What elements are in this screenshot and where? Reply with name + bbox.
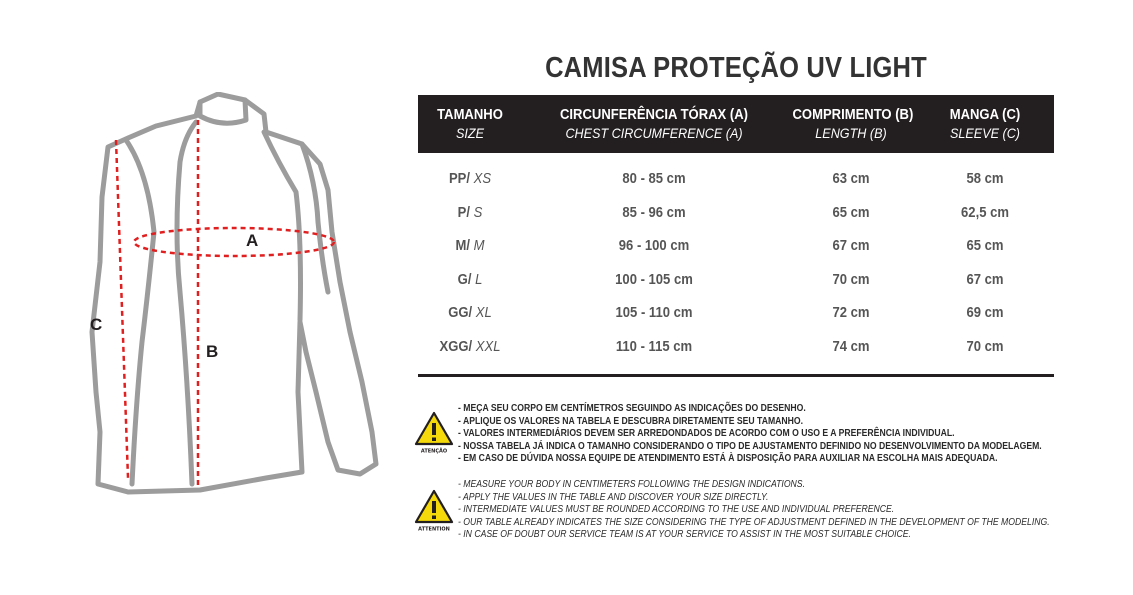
sleeve-cell: 58 cm: [966, 171, 1004, 187]
note-line: - MEASURE YOUR BODY IN CENTIMETERS FOLLOWING THE DESIGN INDICATIONS.: [458, 479, 805, 490]
warning-icon: [413, 410, 455, 456]
length-cell: 67 cm: [832, 238, 870, 255]
warning-icon: [413, 488, 455, 534]
note-line: - INTERMEDIATE VALUES MUST BE ROUNDED ACCORDING TO THE USE AND INDIVIDUAL PREFERENCE.: [458, 504, 895, 516]
sleeve-cell: 70 cm: [966, 338, 1004, 355]
size-pt: GG/: [448, 305, 473, 322]
note-line: - OUR TABLE ALREADY INDICATES THE SIZE CONSIDERING THE TYPE OF ADJUSTMENT DEFINED IN THE DEVELOPMENT OF THE MODELING.: [458, 516, 1050, 528]
chest-cell: 96 - 100 cm: [618, 238, 690, 255]
size-en: XXL: [472, 338, 501, 355]
size-cell: [423, 339, 517, 355]
chest-cell: 105 - 110 cm: [615, 305, 693, 322]
size-en: L: [471, 271, 483, 288]
size-pt: P/: [457, 204, 470, 221]
label-a: A: [246, 231, 259, 250]
header-size-en: SIZE: [455, 125, 485, 141]
table-row: [418, 196, 1054, 230]
table-row: [418, 162, 1054, 196]
size-en: S: [470, 204, 483, 221]
label-b: B: [206, 342, 219, 361]
header-chest-pt: CIRCUNFERÊNCIA TÓRAX (A): [559, 107, 749, 123]
sleeve-measure-line: [116, 140, 128, 478]
size-en: XS: [470, 171, 492, 187]
header-chest: [522, 106, 786, 142]
header-length-en: LENGTH (B): [815, 125, 887, 141]
note-line: - EM CASO DE DÚVIDA NOSSA EQUIPE DE ATENDIMENTO ESTÁ À DISPOSIÇÃO PARA AUXILIAR NA ESCOLHA MAIS ADEQUADA.: [458, 453, 998, 465]
shirt-collar: [200, 100, 246, 123]
length-cell: 65 cm: [832, 204, 870, 221]
warning-notes-pt: [458, 403, 1133, 466]
size-pt: PP/: [448, 171, 470, 187]
length-cell: 74 cm: [832, 338, 870, 355]
header-chest-en: CHEST CIRCUMFERENCE (A): [565, 125, 743, 141]
header-size: [418, 106, 522, 142]
front-raglan-seam: [177, 122, 196, 484]
left-sleeve-seam: [126, 140, 154, 484]
note-line: - IN CASE OF DOUBT OUR SERVICE TEAM IS AT YOUR SERVICE TO ASSIST IN THE MOST SUITABLE CHOICE.: [458, 529, 911, 541]
chest-cell: 110 - 115 cm: [615, 338, 693, 355]
note-line: - NOSSA TABELA JÁ INDICA O TAMANHO CONSIDERANDO O TIPO DE AJUSTAMENTO DEFINIDO NO DESENVOLVIMENTO DA MODELAGEM.: [458, 440, 1042, 452]
size-table-header: [418, 95, 1054, 153]
size-cell: [423, 305, 517, 321]
header-sleeve-en: SLEEVE (C): [949, 125, 1021, 141]
size-cell: [423, 238, 517, 254]
length-cell: 63 cm: [832, 171, 870, 187]
sleeve-cell: 65 cm: [966, 238, 1004, 255]
warning-label-pt: ATENÇÃO: [420, 448, 448, 455]
sleeve-cell: 62,5 cm: [961, 204, 1009, 221]
header-sleeve: [916, 106, 1054, 142]
right-sleeve-seam: [302, 144, 328, 292]
note-line: - VALORES INTERMEDIÁRIOS DEVEM SER ARREDONDADOS DE ACORDO COM O USO E A PREFERÊNCIA INDIVIDUAL.: [458, 428, 955, 440]
header-sleeve-pt: MANGA (C): [949, 107, 1021, 123]
chest-cell: 80 - 85 cm: [622, 171, 686, 187]
size-cell: [423, 272, 517, 288]
size-en: M: [470, 238, 485, 255]
size-pt: M/: [455, 238, 470, 255]
header-length: [786, 106, 916, 142]
label-c: C: [90, 315, 103, 334]
table-row: [418, 330, 1054, 364]
warning-label-en: ATTENTION: [418, 526, 450, 533]
table-bottom-rule: [418, 374, 1054, 377]
note-line: - APLIQUE OS VALORES NA TABELA E DESCUBRA DIRETAMENTE SEU TAMANHO.: [458, 415, 804, 427]
sleeve-cell: 69 cm: [966, 305, 1004, 322]
table-row: [418, 263, 1054, 297]
length-cell: 70 cm: [832, 271, 870, 288]
chest-measure-line: [134, 228, 334, 256]
note-line: - APPLY THE VALUES IN THE TABLE AND DISCOVER YOUR SIZE DIRECTLY.: [458, 491, 769, 503]
right-raglan-seam: [264, 132, 301, 320]
shirt-measurement-diagram: [70, 92, 390, 502]
chest-cell: 100 - 105 cm: [615, 271, 693, 288]
table-row: [418, 229, 1054, 263]
header-length-pt: COMPRIMENTO (B): [792, 107, 914, 123]
size-pt: G/: [457, 271, 472, 288]
size-pt: XGG/: [439, 338, 473, 355]
chest-cell: 85 - 96 cm: [622, 204, 686, 221]
warning-notes-en: [458, 479, 1133, 542]
sleeve-cell: 67 cm: [966, 271, 1004, 288]
table-row: [418, 296, 1054, 330]
size-table-body: [418, 162, 1054, 364]
size-cell: [423, 171, 517, 187]
size-cell: [423, 205, 517, 221]
header-size-pt: TAMANHO: [437, 107, 503, 123]
page-title: CAMISA PROTEÇÃO UV LIGHT: [545, 52, 927, 84]
note-line: - MEÇA SEU CORPO EM CENTÍMETROS SEGUINDO AS INDICAÇÕES DO DESENHO.: [458, 403, 806, 414]
length-cell: 72 cm: [832, 305, 870, 322]
size-en: XL: [472, 305, 492, 322]
